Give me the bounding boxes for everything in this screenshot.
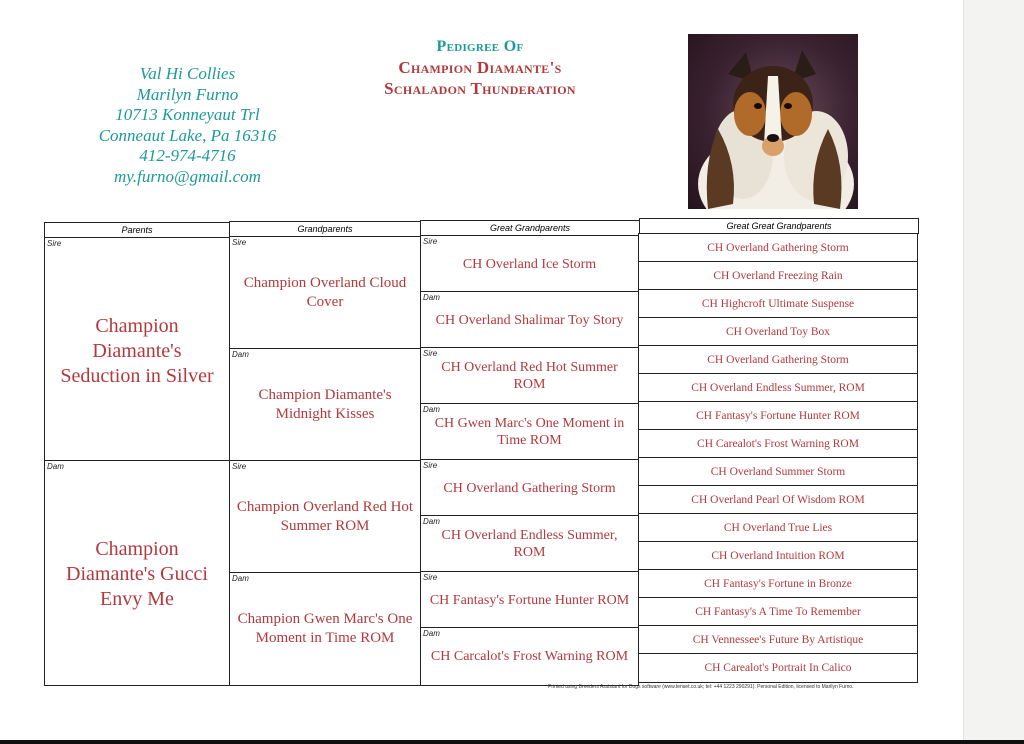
- ggp-cell: [638, 233, 918, 262]
- email-address: my.furno@gmail.com: [114, 166, 261, 186]
- dam-label: Dam: [423, 405, 440, 414]
- header-great-great-grandparents: Great Great Grandparents: [639, 218, 919, 234]
- ggp-name: CH Vennessee's Future By Artistique: [692, 633, 864, 646]
- great-grandparent-name: CH Overland Gathering Storm: [443, 481, 616, 496]
- ggp-cell: [638, 317, 918, 346]
- ggp-cell: [638, 513, 918, 542]
- title-line-1: Pedigree Of: [436, 38, 524, 55]
- ggp-name: CH Overland Freezing Rain: [713, 269, 843, 282]
- great-grandparent-name: CH Gwen Marc's One Moment in Time ROM: [434, 416, 625, 448]
- owner-name: Marilyn Furno: [136, 84, 239, 104]
- great-grandparent-cell: [420, 235, 639, 292]
- great-grandparent-name: CH Carcalot's Frost Warning ROM: [430, 649, 629, 664]
- ggp-cell: [638, 457, 918, 486]
- street-address: 10713 Konneyaut Trl: [115, 105, 260, 124]
- ggp-cell: [638, 429, 918, 458]
- ggp-cell: [638, 597, 918, 626]
- ggp-cell: [638, 345, 918, 374]
- sire-label: Sire: [423, 349, 438, 358]
- ggp-cell: [638, 289, 918, 318]
- sire-label: Sire: [423, 573, 438, 582]
- ggp-name: CH Overland Toy Box: [725, 325, 831, 338]
- ggp-name: CH Carealot's Portrait In Calico: [704, 662, 852, 674]
- dam-label: Dam: [423, 293, 440, 302]
- pedigree-title: [340, 37, 620, 99]
- great-grandparent-cell: [420, 459, 639, 516]
- great-grandparent-cell: [420, 403, 639, 460]
- sire-label: Sire: [232, 238, 247, 247]
- collie-photo: [688, 34, 858, 209]
- ggp-cell: [638, 401, 918, 430]
- ggp-cell: [638, 653, 918, 683]
- great-grandparent-name: CH Overland Ice Storm: [462, 257, 597, 272]
- great-grandparent-cell: [420, 515, 639, 572]
- parent-sire-name: Champion Diamante's Seduction in Silver: [60, 315, 214, 387]
- ggp-name: CH Overland Summer Storm: [710, 465, 846, 478]
- ggp-cell: [638, 625, 918, 654]
- sire-label: Sire: [423, 237, 438, 246]
- great-grandparent-cell: [420, 571, 639, 628]
- great-grandparent-cell: [420, 291, 639, 348]
- kennel-name: Val Hi Collies: [139, 64, 236, 83]
- dam-label: Dam: [47, 462, 64, 471]
- parent-sire-cell: [44, 237, 230, 461]
- grandparent-cell: [229, 460, 421, 573]
- ggp-name: CH Overland Endless Summer, ROM: [691, 381, 865, 394]
- ggp-name: CH Overland Pearl Of Wisdom ROM: [691, 493, 865, 506]
- dam-label: Dam: [423, 517, 440, 526]
- grandparent-cell: [229, 348, 421, 461]
- parent-dam-name: Champion Diamante's Gucci Envy Me: [66, 538, 208, 610]
- great-grandparent-name: CH Overland Shalimar Toy Story: [435, 313, 624, 328]
- ggp-name: CH Overland Gathering Storm: [707, 353, 849, 366]
- scan-bottom-edge: [0, 740, 1024, 744]
- sire-label: Sire: [47, 239, 62, 248]
- scan-edge: [963, 0, 1024, 744]
- sire-label: Sire: [232, 462, 247, 471]
- ggp-name: CH Overland Intuition ROM: [711, 549, 845, 562]
- phone-number: 412-974-4716: [139, 146, 236, 165]
- header-great-grandparents: Great Grandparents: [420, 220, 640, 236]
- parent-dam-cell: [44, 460, 230, 686]
- great-grandparent-name: CH Fantasy's Fortune Hunter ROM: [429, 593, 630, 608]
- title-line-2: Champion Diamante's: [398, 58, 562, 77]
- ggp-name: CH Fantasy's A Time To Remember: [695, 605, 861, 618]
- great-grandparent-name: CH Overland Red Hot Summer ROM: [441, 360, 618, 392]
- grandparent-name: Champion Diamante's Midnight Kisses: [258, 387, 392, 422]
- grandparent-cell: [229, 572, 421, 686]
- title-line-3: Schaladon Thunderation: [384, 79, 576, 98]
- dam-label: Dam: [232, 574, 249, 583]
- ggp-name: CH Carealot's Frost Warning ROM: [697, 437, 859, 450]
- ggp-cell: [638, 373, 918, 402]
- software-footer: Printed using Breeders Assistant for Dogs software (www.tenset.co.uk; tel: +44 1223 290291). Personal Edition, licensed to Marilyn Furno.: [548, 684, 854, 690]
- great-grandparent-cell: [420, 347, 639, 404]
- ggp-cell: [638, 485, 918, 514]
- ggp-name: CH Fantasy's Fortune in Bronze: [704, 577, 852, 590]
- dam-label: Dam: [423, 629, 440, 638]
- ggp-name: CH Fantasy's Fortune Hunter ROM: [696, 409, 860, 422]
- header-grandparents: Grandparents: [229, 221, 421, 237]
- grandparent-cell: [229, 236, 421, 349]
- ggp-name: CH Overland Gathering Storm: [707, 241, 849, 254]
- ggp-cell: [638, 261, 918, 290]
- great-grandparent-name: CH Overland Endless Summer, ROM: [441, 528, 618, 560]
- breeder-contact: [60, 64, 315, 187]
- ggp-cell: [638, 541, 918, 570]
- great-grandparent-cell: [420, 627, 639, 686]
- grandparent-name: Champion Overland Cloud Cover: [243, 275, 407, 310]
- grandparent-name: Champion Overland Red Hot Summer ROM: [236, 499, 414, 534]
- city-state-zip: Conneaut Lake, Pa 16316: [98, 125, 277, 145]
- header-parents: Parents: [44, 222, 230, 238]
- ggp-name: CH Overland True Lies: [723, 521, 833, 534]
- ggp-cell: [638, 569, 918, 598]
- ggp-name: CH Highcroft Ultimate Suspense: [701, 297, 855, 310]
- grandparent-name: Champion Gwen Marc's One Moment in Time ROM: [237, 611, 413, 646]
- sire-label: Sire: [423, 461, 438, 470]
- dam-label: Dam: [232, 350, 249, 359]
